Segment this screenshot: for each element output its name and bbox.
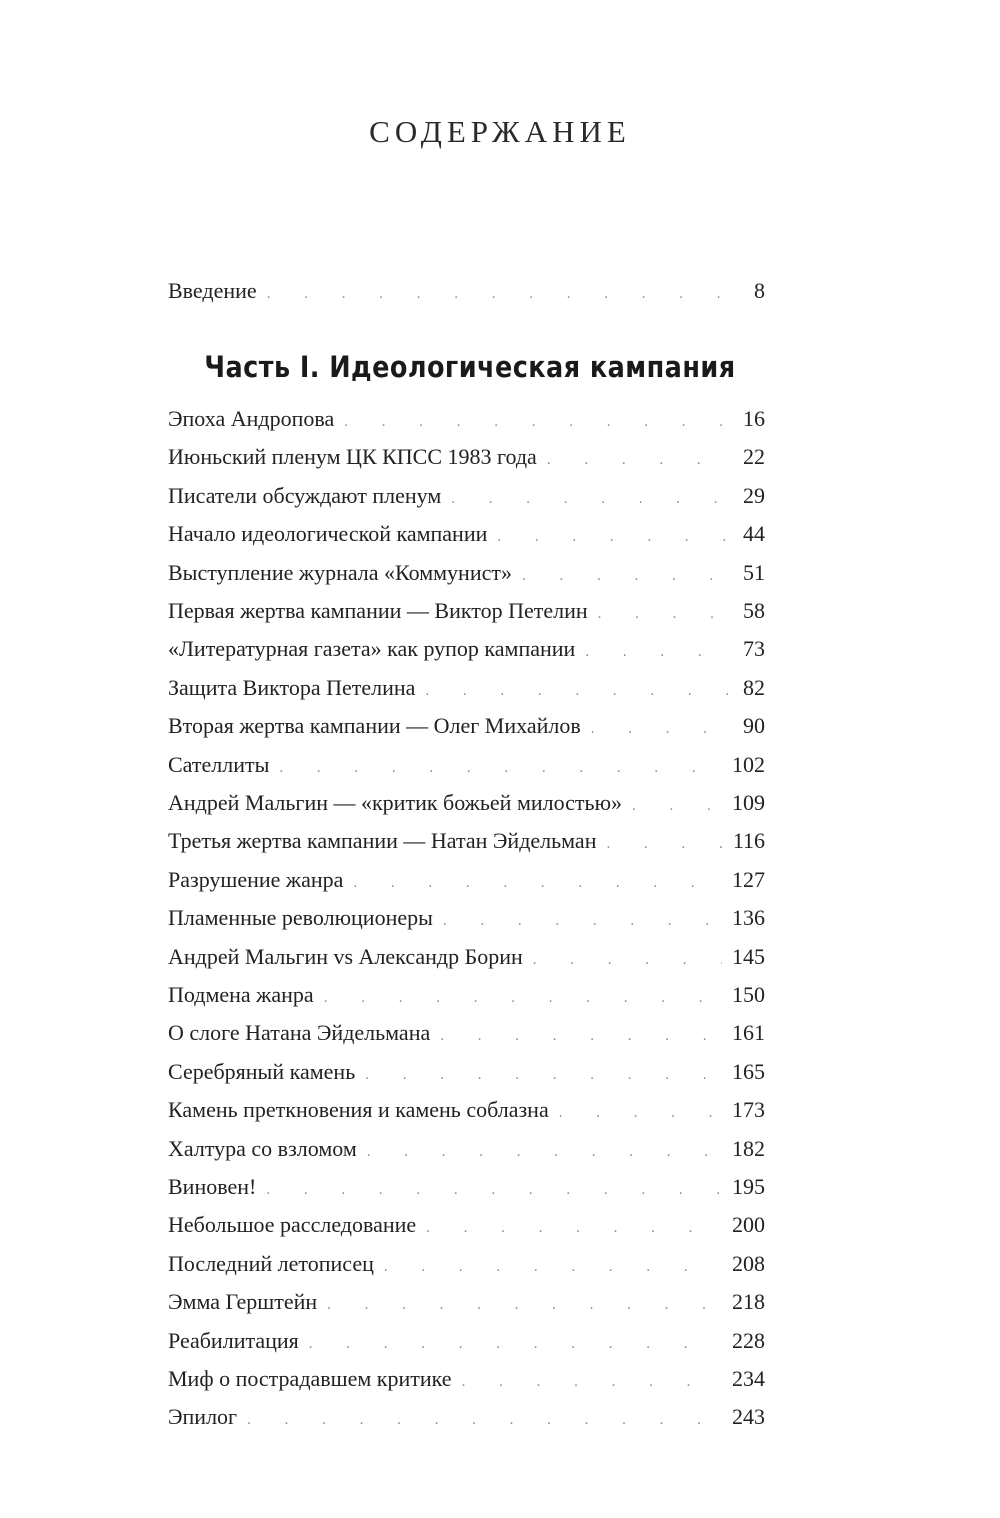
- dot-leader: [365, 1060, 722, 1090]
- dot-leader: [324, 983, 722, 1013]
- toc-entry-title: Защита Виктора Петелина: [168, 674, 416, 700]
- toc-entry[interactable]: [168, 596, 765, 626]
- toc-entry[interactable]: [168, 481, 765, 511]
- toc-entry-introduction[interactable]: [168, 276, 765, 306]
- toc-entry-title: Начало идеологической кампании: [168, 521, 488, 547]
- toc-page-number: 29: [743, 482, 765, 508]
- toc-entry-title: Миф о пострадавшем критике: [168, 1366, 452, 1391]
- toc-entry-title: Халтура со взломом: [168, 1135, 357, 1161]
- toc-entry-title: Камень преткновения и камень соблазна: [168, 1097, 549, 1123]
- toc-entry[interactable]: [168, 404, 765, 434]
- toc-entry-title: Пламенные революционеры: [168, 905, 433, 931]
- toc-page-number: 165: [732, 1058, 765, 1084]
- toc-entry-title: Реабилитация: [168, 1327, 299, 1353]
- toc-page-number: 234: [732, 1366, 765, 1391]
- toc-entry[interactable]: [168, 442, 765, 472]
- toc-entry-title: О слоге Натана Эйдельмана: [168, 1020, 431, 1046]
- toc-entry-title: Сателлиты: [168, 751, 270, 777]
- toc-page-number: 173: [732, 1097, 765, 1123]
- dot-leader: [247, 1405, 722, 1435]
- toc-entry-title: Последний летописец: [168, 1250, 374, 1276]
- dot-leader: [384, 1252, 722, 1282]
- dot-leader: [585, 637, 733, 667]
- toc-entry-title: Подмена жанра: [168, 982, 314, 1007]
- toc-page-number: 195: [732, 1174, 765, 1199]
- dot-leader: [425, 676, 733, 706]
- dot-leader: [606, 829, 722, 859]
- dot-leader: [591, 714, 733, 744]
- toc-entry[interactable]: [168, 942, 765, 972]
- toc-page-number: 182: [732, 1135, 765, 1161]
- toc-entry[interactable]: [168, 865, 765, 895]
- toc-entry[interactable]: [168, 634, 765, 664]
- dot-leader: [632, 791, 722, 821]
- dot-leader: [367, 1137, 722, 1167]
- dot-leader: [559, 1098, 722, 1128]
- page-title: СОДЕРЖАНИЕ: [369, 114, 631, 149]
- toc-page-number: 161: [732, 1020, 765, 1046]
- toc-page-number: 208: [732, 1250, 765, 1276]
- toc-page-number: 90: [743, 713, 765, 739]
- toc-entry[interactable]: [168, 673, 765, 703]
- toc-page-number: 116: [732, 828, 765, 854]
- toc-entry-title: Третья жертва кампании — Натан Эйдельман: [168, 828, 597, 854]
- dot-leader: [327, 1290, 722, 1320]
- toc-page-number: 243: [732, 1404, 765, 1430]
- toc-entry-title: Введение: [168, 278, 257, 303]
- toc-entry-title: Эпилог: [168, 1404, 238, 1430]
- toc-page-number: 44: [743, 521, 765, 547]
- toc-page-number: 150: [732, 982, 765, 1007]
- toc-page-number: 8: [754, 278, 765, 303]
- dot-leader: [344, 407, 733, 437]
- dot-leader: [443, 906, 722, 936]
- toc-entry-title: Вторая жертва кампании — Олег Михайлов: [168, 713, 581, 739]
- toc-entry[interactable]: [168, 750, 765, 780]
- toc-entry-title: Июньский пленум ЦК КПСС 1983 года: [168, 444, 537, 470]
- toc-entry-title: Эмма Герштейн: [168, 1289, 318, 1315]
- toc-page-number: 51: [743, 559, 765, 585]
- toc-entry[interactable]: [168, 1249, 765, 1279]
- toc-page-number: 145: [732, 943, 765, 969]
- dot-leader: [533, 945, 722, 975]
- toc-page-number: 218: [732, 1289, 765, 1315]
- dot-leader: [353, 868, 722, 898]
- toc-entry[interactable]: [168, 711, 765, 741]
- dot-leader: [426, 1213, 722, 1243]
- dot-leader: [309, 1329, 722, 1359]
- toc-entry[interactable]: [168, 826, 765, 856]
- dot-leader: [279, 753, 722, 783]
- toc-entry-title: Андрей Мальгин — «критик божьей милостью»: [168, 790, 623, 815]
- dot-leader: [267, 279, 744, 309]
- dot-leader: [462, 1367, 722, 1397]
- part-heading: Часть I. Идеологическая кампания: [204, 350, 736, 384]
- toc-entry[interactable]: [168, 1057, 765, 1087]
- dot-leader: [598, 599, 733, 629]
- dot-leader: [266, 1175, 722, 1205]
- toc-entry-title: Первая жертва кампании — Виктор Петелин: [168, 598, 588, 623]
- toc-entry[interactable]: [168, 1172, 765, 1202]
- toc-entry-title: Писатели обсуждают пленум: [168, 482, 442, 508]
- toc-entry[interactable]: [168, 903, 765, 933]
- toc-entry-title: Серебряный камень: [168, 1058, 356, 1084]
- toc-page-number: 127: [732, 866, 765, 892]
- toc-entry-title: Выступление журнала «Коммунист»: [168, 559, 512, 585]
- toc-entry[interactable]: [168, 1287, 765, 1317]
- toc-entry-title: «Литературная газета» как рупор кампании: [168, 636, 576, 662]
- toc-entry[interactable]: [168, 1095, 765, 1125]
- toc-page-number: 109: [732, 790, 765, 815]
- dot-leader: [451, 484, 733, 514]
- toc-entry[interactable]: [168, 558, 765, 588]
- toc-page-number: 102: [732, 751, 765, 777]
- dot-leader: [497, 522, 733, 552]
- toc-entry-title: Виновен!: [168, 1174, 257, 1199]
- toc-page-number: 200: [732, 1212, 765, 1238]
- toc-entry[interactable]: [168, 519, 765, 549]
- dot-leader: [522, 561, 733, 591]
- toc-entry-title: Андрей Мальгин vs Александр Борин: [168, 943, 523, 969]
- toc-entry[interactable]: [168, 1210, 765, 1240]
- toc-page-number: 16: [743, 406, 765, 431]
- toc-entry[interactable]: [168, 1326, 765, 1356]
- toc-entry[interactable]: [168, 1018, 765, 1048]
- toc-page-number: 58: [743, 598, 765, 623]
- toc-entry[interactable]: [168, 1402, 765, 1432]
- toc-entry-title: Эпоха Андропова: [168, 406, 335, 431]
- toc-page-number: 82: [743, 674, 765, 700]
- toc-entry[interactable]: [168, 1364, 765, 1394]
- toc-entry-title: Разрушение жанра: [168, 866, 344, 892]
- toc-page-number: 136: [732, 905, 765, 931]
- toc-page-number: 73: [743, 636, 765, 662]
- dot-leader: [547, 445, 733, 475]
- toc-entry[interactable]: [168, 788, 765, 818]
- toc-entry[interactable]: [168, 980, 765, 1010]
- toc-page-number: 228: [732, 1327, 765, 1353]
- toc-entry[interactable]: [168, 1134, 765, 1164]
- toc-entry-title: Небольшое расследование: [168, 1212, 417, 1238]
- toc-page-number: 22: [743, 444, 765, 470]
- dot-leader: [440, 1021, 722, 1051]
